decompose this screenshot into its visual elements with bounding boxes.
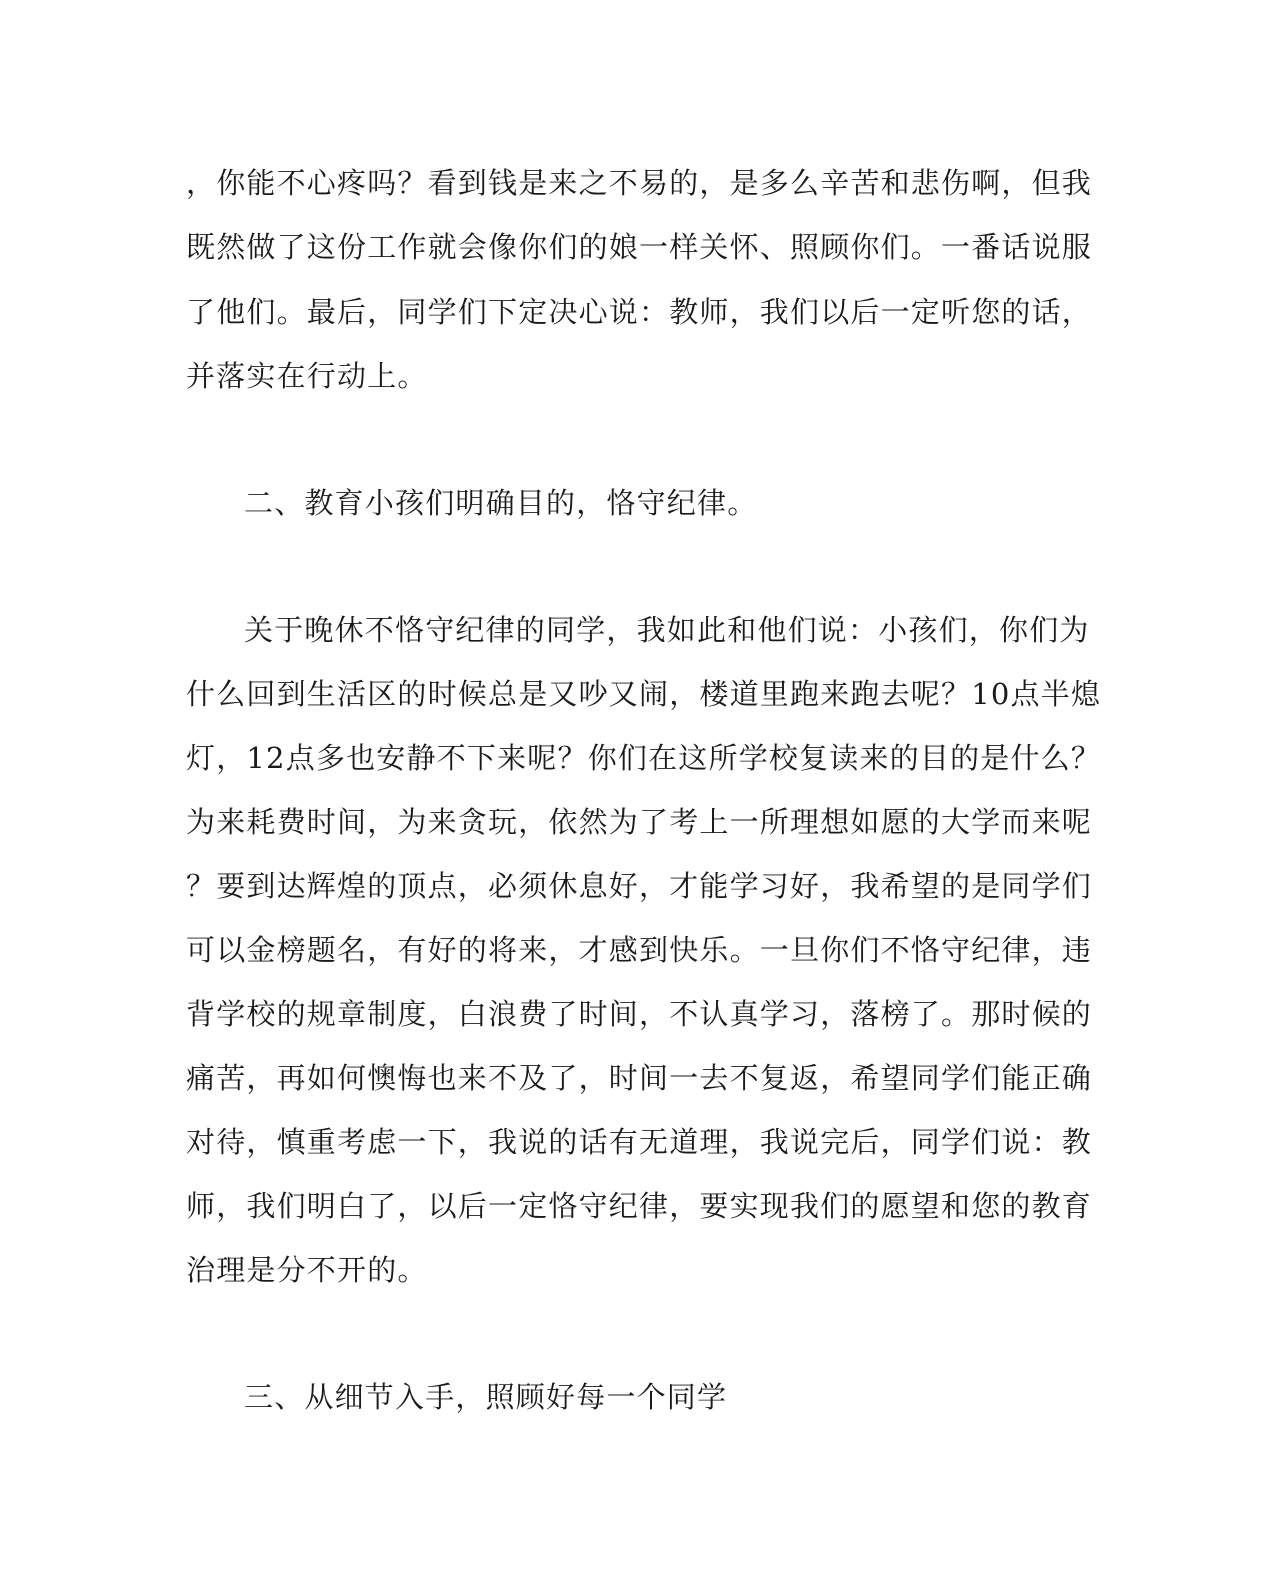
- paragraph-2-line-4: 为来耗费时间，为来贪玩，依然为了考上一所理想如愿的大学而来呢: [186, 805, 1093, 839]
- paragraph-2-line-9: 对待，慎重考虑一下，我说的话有无道理，我说完后，同学们说：教: [186, 1125, 1093, 1159]
- paragraph-1-line-3: 了他们。最后，同学们下定决心说：教师，我们以后一定听您的话，: [186, 295, 1093, 329]
- paragraph-1-line-4: 并落实在行动上。: [186, 359, 428, 393]
- paragraph-2-line-10: 师，我们明白了，以后一定恪守纪律，要实现我们的愿望和您的教育: [186, 1189, 1093, 1223]
- paragraph-2-line-2: 什么回到生活区的时候总是又吵又闹，楼道里跑来跑去呢？10点半熄: [186, 677, 1102, 711]
- paragraph-2-line-7: 背学校的规章制度，白浪费了时间，不认真学习，落榜了。那时候的: [186, 997, 1093, 1031]
- paragraph-2-line-5: ？要到达辉煌的顶点，必须休息好，才能学习好，我希望的是同学们: [186, 869, 1093, 903]
- paragraph-2-line-6: 可以金榜题名，有好的将来，才感到快乐。一旦你们不恪守纪律，违: [186, 933, 1093, 967]
- paragraph-1-line-2: 既然做了这份工作就会像你们的娘一样关怀、照顾你们。一番话说服: [186, 230, 1093, 264]
- paragraph-2-line-8: 痛苦，再如何懊悔也来不及了，时间一去不复返，希望同学们能正确: [186, 1061, 1093, 1095]
- section-heading-3: 三、从细节入手，照顾好每一个同学: [244, 1380, 728, 1414]
- paragraph-2-line-11: 治理是分不开的。: [186, 1253, 428, 1287]
- paragraph-2-line-3: 灯，12点多也安静不下来呢？你们在这所学校复读来的目的是什么？: [186, 741, 1102, 775]
- section-heading-2: 二、教育小孩们明确目的，恪守纪律。: [244, 486, 758, 520]
- paragraph-1-line-1: ，你能不心疼吗？看到钱是来之不易的，是多么辛苦和悲伤啊，但我: [186, 166, 1093, 200]
- paragraph-2-line-1: 关于晚休不恪守纪律的同学，我如此和他们说：小孩们，你们为: [244, 613, 1090, 647]
